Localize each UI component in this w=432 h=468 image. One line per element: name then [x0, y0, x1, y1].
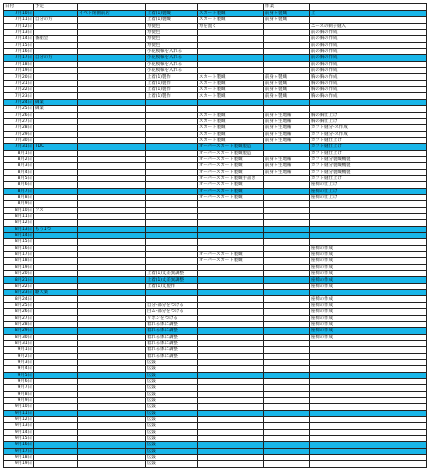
- plan-cell[interactable]: フス: [34, 207, 78, 213]
- task-cell[interactable]: 小花模様を入れる: [146, 61, 198, 67]
- date-cell[interactable]: 7月18日: [4, 61, 34, 67]
- task-cell[interactable]: オーバースカート製織: [198, 258, 264, 264]
- task-cell[interactable]: スカート製織: [198, 131, 264, 137]
- header-cell[interactable]: [310, 4, 427, 11]
- task-cell[interactable]: 前身ヶ製織: [264, 74, 310, 80]
- table-body: [4, 4, 427, 468]
- task-cell[interactable]: 座椅の作成: [310, 252, 427, 258]
- task-cell[interactable]: 伝鼓: [146, 429, 198, 435]
- task-cell[interactable]: 伝鼓: [146, 448, 198, 454]
- task-cell[interactable]: スカート製織: [198, 80, 264, 86]
- schedule-spreadsheet: [3, 3, 426, 468]
- date-cell[interactable]: 9月12日: [4, 417, 34, 423]
- date-cell[interactable]: 8月7日: [4, 188, 34, 194]
- task-cell[interactable]: 上: [310, 11, 427, 17]
- date-cell[interactable]: 7月12日: [4, 23, 34, 29]
- header-row: [4, 4, 427, 11]
- task-cell[interactable]: スカート製織: [198, 87, 264, 93]
- task-cell[interactable]: 着れる体に調整: [146, 340, 198, 346]
- task-cell[interactable]: 座椅の作成: [310, 283, 427, 289]
- date-cell[interactable]: 8月18日: [4, 258, 34, 264]
- task-cell[interactable]: 座椅の仕上げ: [310, 188, 427, 194]
- header-cell[interactable]: 作業: [264, 4, 310, 11]
- date-cell[interactable]: 7月26日: [4, 112, 34, 118]
- date-cell[interactable]: 9月3日: [4, 359, 34, 365]
- date-cell[interactable]: 8月4日: [4, 169, 34, 175]
- task-cell[interactable]: 前身ヶ製織: [264, 87, 310, 93]
- date-cell[interactable]: 8月27日: [4, 315, 34, 321]
- task-cell[interactable]: カフト縫分製織機製: [310, 156, 427, 162]
- task-cell[interactable]: 前身ヶ製織: [264, 17, 310, 23]
- date-cell[interactable]: 7月10日: [4, 11, 34, 17]
- date-cell[interactable]: 9月11日: [4, 410, 34, 416]
- date-cell[interactable]: 7月16日: [4, 49, 34, 55]
- task-cell[interactable]: 伝鼓: [146, 385, 198, 391]
- task-cell[interactable]: リボンをつける: [146, 315, 198, 321]
- task-cell[interactable]: 胸の胸仕上げ: [310, 112, 427, 118]
- task-cell[interactable]: 座椅の作成: [310, 309, 427, 315]
- date-cell[interactable]: 7月23日: [4, 93, 34, 99]
- task-cell[interactable]: 伝鼓: [146, 455, 198, 461]
- task-cell[interactable]: 小花模様を入れる: [146, 68, 198, 74]
- task-cell[interactable]: 寿を置く: [198, 23, 264, 29]
- task-cell[interactable]: 着れる体に調整: [146, 353, 198, 359]
- date-cell[interactable]: 8月17日: [4, 252, 34, 258]
- task-cell[interactable]: 座椅の作成: [310, 277, 427, 283]
- date-cell[interactable]: 7月31日: [4, 144, 34, 150]
- task-cell[interactable]: 座椅の仕上げ: [310, 194, 427, 200]
- task-cell[interactable]: スカート製織: [198, 112, 264, 118]
- date-cell[interactable]: 8月16日: [4, 245, 34, 251]
- date-cell[interactable]: 9月19日: [4, 461, 34, 467]
- date-cell[interactable]: 8月31日: [4, 340, 34, 346]
- task-cell[interactable]: カフト縫分-ス作成: [310, 125, 427, 131]
- task-cell[interactable]: 前の胸の作成: [310, 42, 427, 48]
- date-cell[interactable]: 9月15日: [4, 436, 34, 442]
- task-cell[interactable]: [198, 461, 264, 467]
- date-cell[interactable]: 9月8日: [4, 391, 34, 397]
- task-cell[interactable]: 前身ヶ生地稀: [264, 169, 310, 175]
- date-cell[interactable]: 8月26日: [4, 309, 34, 315]
- date-cell[interactable]: 8月13日: [4, 226, 34, 232]
- task-cell[interactable]: 前身ヶ製織: [264, 11, 310, 17]
- task-cell[interactable]: カフト縫仕上げ: [310, 150, 427, 156]
- task-cell[interactable]: 寿使色: [146, 36, 198, 42]
- task-cell[interactable]: 座椅の作成: [310, 271, 427, 277]
- task-cell[interactable]: カフト縫分-ス作成: [310, 131, 427, 137]
- date-cell[interactable]: 8月11日: [4, 214, 34, 220]
- task-cell[interactable]: 前の胸の作成: [310, 61, 427, 67]
- plan-cell[interactable]: [34, 461, 78, 467]
- date-cell[interactable]: 7月21日: [4, 80, 34, 86]
- date-cell[interactable]: 8月30日: [4, 334, 34, 340]
- task-cell[interactable]: 胸の胸の作成: [310, 80, 427, 86]
- task-cell[interactable]: カフト縫分製織機製: [310, 163, 427, 169]
- task-cell[interactable]: 上着(1)製作: [146, 74, 198, 80]
- date-cell[interactable]: 8月25日: [4, 302, 34, 308]
- task-cell[interactable]: 着れる体に調整: [146, 334, 198, 340]
- date-cell[interactable]: 9月6日: [4, 378, 34, 384]
- task-cell[interactable]: 伝鼓: [146, 391, 198, 397]
- task-cell[interactable]: カフト縫仕上げ: [310, 137, 427, 143]
- task-cell[interactable]: 胸の胸の作成: [310, 93, 427, 99]
- task-cell[interactable]: オーバースカート製織手書き: [198, 175, 264, 181]
- date-cell[interactable]: 8月9日: [4, 201, 34, 207]
- task-cell[interactable]: 伝鼓: [146, 404, 198, 410]
- date-cell[interactable]: 9月7日: [4, 385, 34, 391]
- task-cell[interactable]: [310, 461, 427, 467]
- task-cell[interactable]: オーバースカート製織: [198, 188, 264, 194]
- task-cell[interactable]: 座椅の作成: [310, 321, 427, 327]
- task-cell[interactable]: 前身ヶ生地稀: [264, 118, 310, 124]
- task-cell[interactable]: 上着(1)製作: [146, 87, 198, 93]
- date-cell[interactable]: 9月5日: [4, 372, 34, 378]
- date-cell[interactable]: 8月20日: [4, 271, 34, 277]
- task-cell[interactable]: 上着(1)製作: [146, 80, 198, 86]
- date-cell[interactable]: 8月15日: [4, 239, 34, 245]
- task-cell[interactable]: 伝鼓: [146, 423, 198, 429]
- plan-cell[interactable]: 自分の方: [34, 17, 78, 23]
- task-cell[interactable]: 前身ヶ製織: [264, 80, 310, 86]
- date-cell[interactable]: 7月28日: [4, 125, 34, 131]
- task-cell[interactable]: スカート製織: [198, 125, 264, 131]
- date-cell[interactable]: 9月4日: [4, 366, 34, 372]
- task-cell[interactable]: 座椅の作成: [310, 264, 427, 270]
- task-cell[interactable]: 前身ヶ生地稀: [264, 131, 310, 137]
- plan-cell[interactable]: 自分の方: [34, 55, 78, 61]
- date-cell[interactable]: 8月6日: [4, 182, 34, 188]
- task-cell[interactable]: 前身ヶ生地稀: [264, 163, 310, 169]
- task-cell[interactable]: 小花模様を入れる: [146, 49, 198, 55]
- task-cell[interactable]: 着れる体に調整: [146, 347, 198, 353]
- date-cell[interactable]: 7月30日: [4, 137, 34, 143]
- task-cell[interactable]: スカート製織: [198, 17, 264, 23]
- task-cell[interactable]: スカート製織: [198, 137, 264, 143]
- table-row: [4, 461, 427, 467]
- task-cell[interactable]: カフト縫仕上げ: [310, 144, 427, 150]
- task-cell[interactable]: 前身ヶ生地稀: [264, 125, 310, 131]
- header-cell[interactable]: [146, 4, 198, 11]
- date-cell[interactable]: 9月14日: [4, 429, 34, 435]
- date-cell[interactable]: 8月2日: [4, 156, 34, 162]
- date-cell[interactable]: 8月22日: [4, 283, 34, 289]
- date-cell[interactable]: 9月18日: [4, 455, 34, 461]
- task-cell[interactable]: オーバースカート製織: [198, 163, 264, 169]
- task-cell[interactable]: 前の胸の作成: [310, 68, 427, 74]
- task-cell[interactable]: 上着(1)製織: [146, 17, 198, 23]
- task-cell[interactable]: 胸の胸仕上げ: [310, 118, 427, 124]
- task-cell[interactable]: 前の胸の作成: [310, 49, 427, 55]
- task-cell[interactable]: 着れる体に調整: [146, 328, 198, 334]
- date-cell[interactable]: 7月11日: [4, 17, 34, 23]
- task-cell[interactable]: 上着(1)丈差異調整: [146, 277, 198, 283]
- task-cell[interactable]: 伝鼓: [146, 397, 198, 403]
- plan-cell[interactable]: もう1つ: [34, 226, 78, 232]
- task-cell[interactable]: 自分-部分をつける: [146, 302, 198, 308]
- task-cell[interactable]: オーバースカート製織製造: [198, 150, 264, 156]
- task-cell[interactable]: 座椅の作成: [310, 334, 427, 340]
- task-cell[interactable]: 寿使色: [146, 30, 198, 36]
- task-cell[interactable]: 前身ヶ生地稀: [264, 137, 310, 143]
- plan-cell[interactable]: 御案: [34, 99, 78, 105]
- date-cell[interactable]: 9月13日: [4, 423, 34, 429]
- task-cell[interactable]: 伝鼓: [146, 359, 198, 365]
- task-cell[interactable]: 伝鼓: [146, 378, 198, 384]
- plan-cell[interactable]: 駆天楽: [34, 290, 78, 296]
- task-cell[interactable]: 伝鼓: [146, 442, 198, 448]
- task-cell[interactable]: 胸の胸の作成: [310, 74, 427, 80]
- header-cell[interactable]: 予定: [34, 4, 78, 11]
- date-cell[interactable]: 8月24日: [4, 296, 34, 302]
- task-cell[interactable]: 上着(1)丈製作: [146, 283, 198, 289]
- plan-cell[interactable]: 御案: [34, 106, 78, 112]
- task-cell[interactable]: オーバースカート製織: [198, 156, 264, 162]
- task-cell[interactable]: ニースの刺子縫入: [310, 23, 427, 29]
- task-cell[interactable]: オーバースカート製織: [198, 182, 264, 188]
- date-cell[interactable]: 8月12日: [4, 220, 34, 226]
- date-cell[interactable]: 8月23日: [4, 290, 34, 296]
- task-cell[interactable]: スカート製織: [198, 93, 264, 99]
- task-cell[interactable]: 座椅の作成: [310, 258, 427, 264]
- task-cell[interactable]: 伝鼓: [146, 461, 198, 467]
- task-cell[interactable]: 胸の胸の作成: [310, 87, 427, 93]
- date-cell[interactable]: 7月20日: [4, 74, 34, 80]
- task-cell[interactable]: 前の胸の作成: [310, 55, 427, 61]
- task-cell[interactable]: 前身ヶ生地稀: [264, 156, 310, 162]
- header-cell[interactable]: 日付: [4, 4, 34, 11]
- task-cell[interactable]: 座椅の作成: [310, 245, 427, 251]
- event-cell[interactable]: [78, 461, 146, 467]
- date-cell[interactable]: 7月14日: [4, 36, 34, 42]
- header-cell[interactable]: [78, 4, 146, 11]
- date-cell[interactable]: 8月21日: [4, 277, 34, 283]
- task-cell[interactable]: オーバースカート製織製造: [198, 144, 264, 150]
- date-cell[interactable]: 8月14日: [4, 233, 34, 239]
- task-cell[interactable]: 寿使色: [146, 42, 198, 48]
- date-cell[interactable]: 8月1日: [4, 150, 34, 156]
- task-cell[interactable]: 座椅の仕上げ: [310, 182, 427, 188]
- date-cell[interactable]: 9月10日: [4, 404, 34, 410]
- date-cell[interactable]: 8月29日: [4, 328, 34, 334]
- task-cell[interactable]: 伝鼓: [146, 410, 198, 416]
- task-cell[interactable]: 上着(1)製織: [146, 11, 198, 17]
- date-cell[interactable]: 9月16日: [4, 442, 34, 448]
- date-cell[interactable]: 7月15日: [4, 42, 34, 48]
- date-cell[interactable]: 7月17日: [4, 55, 34, 61]
- task-cell[interactable]: カフト縫分製織機製: [310, 169, 427, 175]
- task-cell[interactable]: 小花模様を入れる: [146, 55, 198, 61]
- event-cell[interactable]: イベト閉園前店: [78, 11, 146, 17]
- date-cell[interactable]: 7月13日: [4, 30, 34, 36]
- task-cell[interactable]: [264, 461, 310, 467]
- date-cell[interactable]: 7月24日: [4, 99, 34, 105]
- task-cell[interactable]: 座椅の作成: [310, 296, 427, 302]
- date-cell[interactable]: 8月28日: [4, 321, 34, 327]
- task-cell[interactable]: スカート製織: [198, 11, 264, 17]
- date-cell[interactable]: 9月9日: [4, 397, 34, 403]
- date-cell[interactable]: 8月8日: [4, 194, 34, 200]
- task-cell[interactable]: 前身ヶ生地稀: [264, 112, 310, 118]
- date-cell[interactable]: 7月22日: [4, 87, 34, 93]
- date-cell[interactable]: 9月2日: [4, 353, 34, 359]
- header-cell[interactable]: [198, 4, 264, 11]
- task-cell[interactable]: カフト縫仕上げ: [310, 175, 427, 181]
- task-cell[interactable]: 伝鼓: [146, 366, 198, 372]
- date-cell[interactable]: 7月25日: [4, 106, 34, 112]
- task-cell[interactable]: 前身ヶ製織: [264, 93, 310, 99]
- date-cell[interactable]: 8月19日: [4, 264, 34, 270]
- task-cell[interactable]: 上着(1)製作: [146, 93, 198, 99]
- task-cell[interactable]: オーバースカート製織: [198, 169, 264, 175]
- schedule-table: [3, 3, 427, 468]
- task-cell[interactable]: スカート製織: [198, 118, 264, 124]
- task-cell[interactable]: 伝鼓: [146, 372, 198, 378]
- task-cell[interactable]: 座椅の作成: [310, 315, 427, 321]
- task-cell[interactable]: オーバースカート製織: [198, 194, 264, 200]
- task-cell[interactable]: スカート製織: [198, 74, 264, 80]
- task-cell[interactable]: 着れる体に調整: [146, 321, 198, 327]
- task-cell[interactable]: 伝鼓: [146, 417, 198, 423]
- task-cell[interactable]: オーバースカート製織: [198, 252, 264, 258]
- date-cell[interactable]: 7月29日: [4, 131, 34, 137]
- date-cell[interactable]: 8月10日: [4, 207, 34, 213]
- plan-cell[interactable]: 番船会: [34, 36, 78, 42]
- plan-cell[interactable]: TDC: [34, 144, 78, 150]
- date-cell[interactable]: 9月17日: [4, 448, 34, 454]
- date-cell[interactable]: 9月1日: [4, 347, 34, 353]
- task-cell[interactable]: 伝鼓: [146, 436, 198, 442]
- task-cell[interactable]: 前の胸の作成: [310, 36, 427, 42]
- task-cell[interactable]: 上着(1)丈差異調整: [146, 271, 198, 277]
- task-cell[interactable]: 白ム-部分をつける: [146, 309, 198, 315]
- date-cell[interactable]: 7月27日: [4, 118, 34, 124]
- date-cell[interactable]: 8月5日: [4, 175, 34, 181]
- date-cell[interactable]: 7月19日: [4, 68, 34, 74]
- task-cell[interactable]: 座椅の作成: [310, 302, 427, 308]
- task-cell[interactable]: 寿使色: [146, 23, 198, 29]
- date-cell[interactable]: 8月3日: [4, 163, 34, 169]
- task-cell[interactable]: 前の胸の作成: [310, 30, 427, 36]
- task-cell[interactable]: 座椅の作成: [310, 328, 427, 334]
